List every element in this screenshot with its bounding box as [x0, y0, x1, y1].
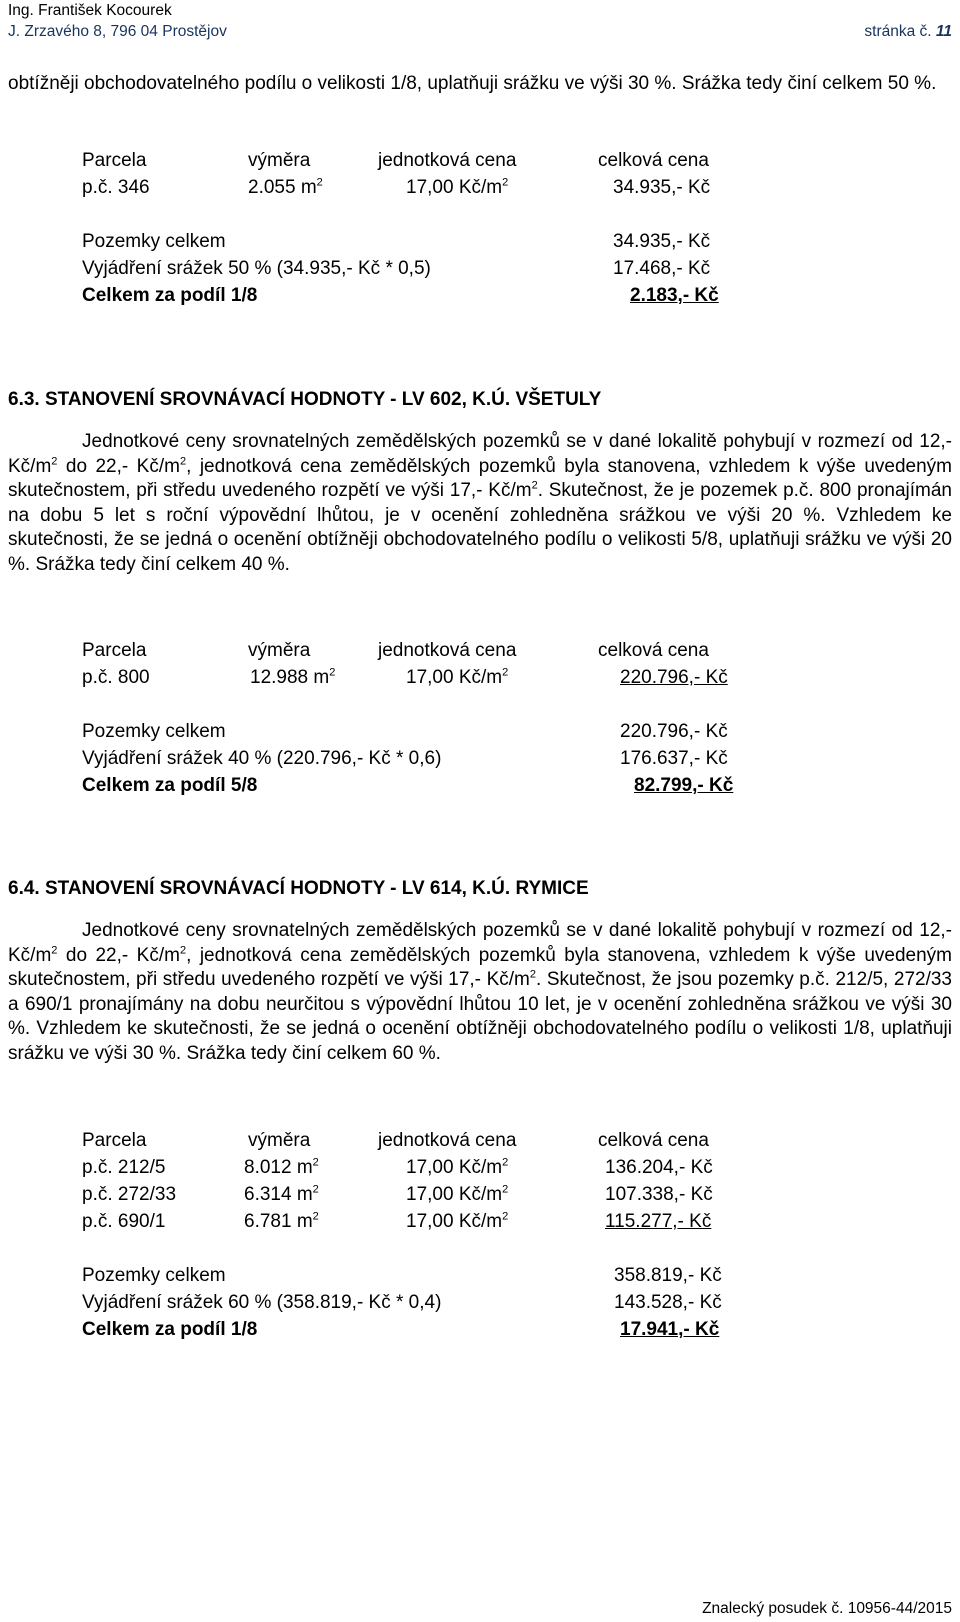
summary-row	[8, 720, 952, 744]
summary-label: Vyjádření srážek 50 % (34.935,- Kč * 0,5)	[82, 258, 431, 279]
summary-value: 17.468,- Kč	[613, 258, 711, 279]
row-total: 34.935,- Kč	[613, 177, 711, 198]
summary-label: Pozemky celkem	[82, 1265, 226, 1286]
section-paragraph: Jednotkové ceny srovnatelných zemědělských pozemků se v dané lokalitě pohybují v rozmezí od 12,- $Kč/m^2$ do 22,- $Kč/m^2$, jednotková cena zemědělských pozemků byla stanovena, vzhledem k výše uvedeným skutečnostem, při středu uvedeného rozpětí ve výši 17,- $Kč/m^2$. Skutečnost, že jsou pozemky p.č. 212/5, 272/33 a 690/1 pronajímány na dobu neurčitou s výpovědní lhůtou 10 let, je v ocenění zohledněna srážkou ve výši 30 %. Vzhledem ke skutečnosti, že se jedná o ocenění obtížněji obchodovatelného podílu o velikosti 1/8, uplatňuji srážku ve výši 30 %. Srážka tedy činí celkem 60 %.	[8, 920, 952, 1064]
col-total-price: celková cena	[598, 640, 709, 661]
col-total-price: celková cena	[598, 1130, 709, 1151]
summary-value: 358.819,- Kč	[614, 1265, 722, 1286]
summary-value: 143.528,- Kč	[614, 1292, 722, 1313]
row-total: 220.796,- Kč	[620, 667, 728, 688]
row-unit-price: 17,00 $Kč/m^2$	[406, 1210, 509, 1232]
page-indicator	[864, 21, 952, 42]
row-total: 115.277,- Kč	[605, 1211, 712, 1232]
section-paragraph: Jednotkové ceny srovnatelných zemědělských pozemků se v dané lokalitě pohybují v rozmezí od 12,- $Kč/m^2$ do 22,- $Kč/m^2$, jednotková cena zemědělských pozemků byla stanovena, vzhledem k výše uvedeným skutečnostem, při středu uvedeného rozpětí ve výši 17,- $Kč/m^2$. Skutečnost, že je pozemek p.č. 800 pronajímán na dobu 5 let s roční výpovědní lhůtou, je v ocenění zohledněna srážkou ve výši 20 %. Vzhledem ke skutečnosti, že se jedná o ocenění obtížněji obchodovatelného podílu o velikosti 5/8, uplatňuji srážku ve výši 20 %. Srážka tedy činí celkem 40 %.	[8, 431, 953, 575]
table-row	[8, 1210, 952, 1234]
summary-label: Pozemky celkem	[82, 231, 226, 252]
summary-label: Pozemky celkem	[82, 721, 226, 742]
section-heading: 6.4. STANOVENÍ SROVNÁVACÍ HODNOTY - LV 614, K.Ú. RYMICE	[8, 878, 589, 899]
table-row	[8, 666, 952, 690]
table-row	[8, 1156, 952, 1180]
row-parcel: p.č. 212/5	[82, 1157, 166, 1178]
summary-value: 2.183,- Kč	[630, 285, 719, 306]
summary-row	[8, 747, 952, 771]
summary-total-row	[8, 1318, 952, 1342]
col-total-price: celková cena	[598, 150, 709, 171]
section-heading: 6.3. STANOVENÍ SROVNÁVACÍ HODNOTY - LV 602, K.Ú. VŠETULY	[8, 389, 602, 410]
col-parcel: Parcela	[82, 640, 147, 661]
row-parcel: p.č. 272/33	[82, 1184, 177, 1205]
summary-value: 220.796,- Kč	[620, 721, 728, 742]
summary-row	[8, 257, 952, 281]
row-area: 2.055 $m^2$	[248, 176, 323, 198]
col-unit-price: jednotková cena	[378, 150, 517, 171]
summary-value: 17.941,- Kč	[620, 1319, 720, 1340]
row-unit-price: 17,00 $Kč/m^2$	[406, 666, 509, 688]
col-parcel: Parcela	[82, 150, 147, 171]
table-row	[8, 1183, 952, 1207]
col-area: výměra	[248, 640, 311, 661]
row-unit-price: 17,00 $Kč/m^2$	[406, 1183, 509, 1205]
author-name: Ing. František Kocourek	[8, 2, 172, 19]
summary-label: Vyjádření srážek 40 % (220.796,- Kč * 0,6)	[82, 748, 442, 769]
summary-label: Celkem za podíl 1/8	[82, 1319, 258, 1340]
page-header	[8, 0, 952, 42]
table-header	[8, 1129, 952, 1153]
col-unit-price: jednotková cena	[378, 1130, 517, 1151]
row-unit-price: 17,00 $Kč/m^2$	[406, 176, 509, 198]
summary-row	[8, 230, 952, 254]
summary-value: 82.799,- Kč	[634, 775, 734, 796]
page-footer: Znalecký posudek č. 10956-44/2015	[702, 1600, 952, 1617]
summary-total-row	[8, 774, 952, 798]
summary-value: 34.935,- Kč	[613, 231, 711, 252]
row-total: 136.204,- Kč	[605, 1157, 713, 1178]
col-area: výměra	[248, 1130, 311, 1151]
summary-label: Celkem za podíl 1/8	[82, 285, 258, 306]
summary-total-row	[8, 284, 952, 308]
row-area: 12.988 $m^2$	[250, 666, 336, 688]
summary-row	[8, 1291, 952, 1315]
row-unit-price: 17,00 $Kč/m^2$	[406, 1156, 509, 1178]
author-address: J. Zrzavého 8, 796 04 Prostějov	[8, 23, 227, 40]
col-unit-price: jednotková cena	[378, 640, 517, 661]
page-number: 11	[935, 23, 952, 40]
table-header	[8, 149, 952, 173]
row-parcel: p.č. 800	[82, 667, 150, 688]
row-area: 6.781 $m^2$	[244, 1210, 319, 1232]
row-parcel: p.č. 346	[82, 177, 150, 198]
row-area: 8.012 $m^2$	[244, 1156, 319, 1178]
table-header	[8, 639, 952, 663]
summary-value: 176.637,- Kč	[620, 748, 728, 769]
table-row	[8, 176, 952, 200]
summary-label: Celkem za podíl 5/8	[82, 775, 258, 796]
col-area: výměra	[248, 150, 311, 171]
col-parcel: Parcela	[82, 1130, 147, 1151]
page-label: stránka č.	[864, 23, 932, 40]
summary-row	[8, 1264, 952, 1288]
row-parcel: p.č. 690/1	[82, 1211, 166, 1232]
intro-paragraph: obtížněji obchodovatelného podílu o velikosti 1/8, uplatňuji srážku ve výši 30 %. Srážka tedy činí celkem 50 %.	[8, 73, 937, 94]
row-area: 6.314 $m^2$	[244, 1183, 319, 1205]
row-total: 107.338,- Kč	[605, 1184, 713, 1205]
summary-label: Vyjádření srážek 60 % (358.819,- Kč * 0,4)	[82, 1292, 442, 1313]
